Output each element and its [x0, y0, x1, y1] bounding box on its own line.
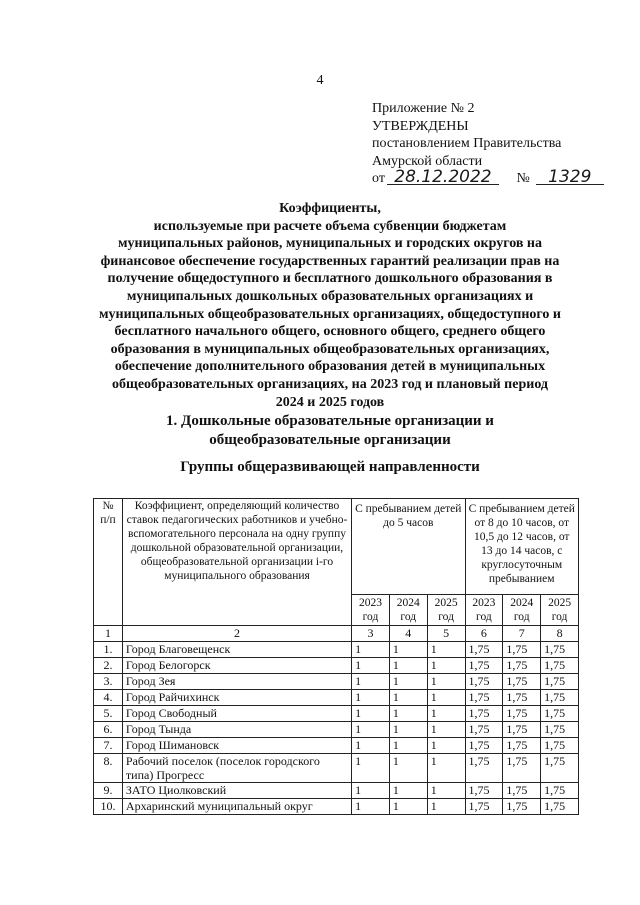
cell-value: 1,75	[541, 690, 579, 706]
header-year: 2025 год	[541, 595, 579, 626]
cell-value: 1	[389, 690, 427, 706]
cell-value: 1	[352, 722, 390, 738]
section-heading-line: общеобразовательные организации	[209, 432, 451, 448]
cell-value: 1,75	[503, 754, 541, 783]
row-number: 1.	[94, 642, 123, 658]
municipality-name: Город Шимановск	[122, 738, 351, 754]
cell-value: 1,75	[503, 783, 541, 799]
section-heading-line: 1. Дошкольные образовательные организации и	[166, 413, 494, 429]
header-year: 2024 год	[389, 595, 427, 626]
cell-value: 1,75	[541, 722, 579, 738]
cell-value: 1,75	[465, 706, 503, 722]
cell-value: 1	[389, 754, 427, 783]
header-year: 2023 год	[352, 595, 390, 626]
row-number: 2.	[94, 658, 123, 674]
cell-value: 1	[389, 706, 427, 722]
title-line: бесплатного начального общего, основного общего, среднего общего	[114, 324, 546, 340]
column-number: 3	[352, 626, 390, 642]
municipality-name: Город Райчихинск	[122, 690, 351, 706]
title-line: общеобразовательных организациях, на 2023 год и плановый период	[112, 376, 548, 392]
date-prefix: от	[372, 171, 385, 186]
cell-value: 1,75	[465, 658, 503, 674]
column-number: 2	[122, 626, 351, 642]
cell-value: 1,75	[541, 738, 579, 754]
number-prefix: №	[516, 171, 530, 186]
group-heading: Группы общеразвивающей направленности	[180, 459, 480, 475]
cell-value: 1	[352, 658, 390, 674]
cell-value: 1,75	[503, 738, 541, 754]
cell-value: 1	[427, 674, 465, 690]
cell-value: 1,75	[541, 799, 579, 815]
municipality-name: ЗАТО Циолковский	[122, 783, 351, 799]
cell-value: 1	[427, 783, 465, 799]
column-number: 8	[541, 626, 579, 642]
title-line: муниципальных общеобразовательных организациях, общедоступного и	[99, 306, 561, 322]
table-row	[94, 658, 579, 674]
table-row	[94, 706, 579, 722]
row-number: 7.	[94, 738, 123, 754]
cell-value: 1	[352, 690, 390, 706]
column-number: 1	[94, 626, 123, 642]
title-line: 2024 и 2025 годов	[275, 394, 385, 410]
cell-value: 1,75	[503, 722, 541, 738]
title-line: используемые при расчете объема субвенции бюджетам	[153, 218, 507, 234]
header-number: № п/п	[94, 499, 123, 626]
table-row	[94, 783, 579, 799]
cell-value: 1	[427, 642, 465, 658]
cell-value: 1	[352, 706, 390, 722]
cell-value: 1,75	[541, 658, 579, 674]
row-number: 5.	[94, 706, 123, 722]
cell-value: 1	[352, 783, 390, 799]
title-line: образования в муниципальных общеобразовательных организациях,	[110, 341, 550, 357]
page-number: 4	[316, 73, 324, 88]
header-group-long-stay: С пребыванием детей от 8 до 10 часов, от 10,5 до 12 часов, от 13 до 14 часов, с круглосуточным пребыванием	[465, 499, 579, 595]
cell-value: 1	[427, 722, 465, 738]
decree-date: 28.12.2022	[387, 170, 499, 185]
cell-value: 1,75	[465, 690, 503, 706]
cell-value: 1,75	[465, 754, 503, 783]
column-number: 4	[389, 626, 427, 642]
cell-value: 1	[352, 799, 390, 815]
approved-label: УТВЕРЖДЕНЫ	[372, 118, 469, 134]
cell-value: 1,75	[465, 783, 503, 799]
column-number: 5	[427, 626, 465, 642]
table-row	[94, 674, 579, 690]
cell-value: 1	[389, 783, 427, 799]
cell-value: 1,75	[503, 690, 541, 706]
document-title	[80, 200, 580, 411]
table-row	[94, 690, 579, 706]
cell-value: 1	[389, 722, 427, 738]
cell-value: 1,75	[503, 642, 541, 658]
cell-value: 1	[352, 738, 390, 754]
cell-value: 1,75	[541, 642, 579, 658]
cell-value: 1,75	[465, 642, 503, 658]
cell-value: 1,75	[541, 706, 579, 722]
municipality-name: Город Белогорск	[122, 658, 351, 674]
approved-by-label: постановлением Правительства	[372, 136, 562, 151]
decree-number: 1329	[536, 170, 604, 185]
table-row	[94, 754, 579, 783]
cell-value: 1	[352, 642, 390, 658]
table-row	[94, 642, 579, 658]
row-number: 3.	[94, 674, 123, 690]
cell-value: 1	[427, 706, 465, 722]
title-line: муниципальных районов, муниципальных и городских округов на	[118, 236, 542, 252]
approval-stamp-block	[372, 100, 612, 188]
header-coefficient: Коэффициент, определяющий количество ставок педагогических работников и учебно-вспомогательного персонала на одну группу дошкольной образовательной организации, общеобразовательной организации i-го муниципального образования	[122, 499, 351, 626]
municipality-name: Рабочий поселок (поселок городского типа) Прогресс	[122, 754, 351, 783]
header-year: 2025 год	[427, 595, 465, 626]
cell-value: 1,75	[503, 799, 541, 815]
region-label: Амурской области	[372, 153, 483, 169]
cell-value: 1	[427, 799, 465, 815]
cell-value: 1,75	[465, 738, 503, 754]
title-line: обеспечение дополнительного образования детей в муниципальных	[114, 359, 546, 375]
decree-date-number-line	[372, 167, 612, 188]
title-heading: Коэффициенты,	[279, 201, 381, 216]
cell-value: 1	[427, 690, 465, 706]
table-row	[94, 738, 579, 754]
table-row	[94, 799, 579, 815]
title-line: муниципальных дошкольных образовательных организациях и	[126, 288, 534, 304]
appendix-label: Приложение № 2	[372, 101, 475, 116]
header-year: 2023 год	[465, 595, 503, 626]
row-number: 10.	[94, 799, 123, 815]
column-numbers-row	[94, 626, 579, 642]
cell-value: 1	[352, 674, 390, 690]
cell-value: 1	[389, 799, 427, 815]
header-year: 2024 год	[503, 595, 541, 626]
title-line: финансовое обеспечение государственных гарантий реализации прав на	[100, 253, 560, 269]
row-number: 4.	[94, 690, 123, 706]
cell-value: 1	[427, 738, 465, 754]
cell-value: 1,75	[541, 754, 579, 783]
cell-value: 1,75	[503, 658, 541, 674]
coefficients-table	[93, 498, 579, 815]
cell-value: 1,75	[465, 722, 503, 738]
table-header-row	[94, 499, 579, 595]
cell-value: 1	[427, 754, 465, 783]
cell-value: 1,75	[503, 706, 541, 722]
cell-value: 1,75	[541, 674, 579, 690]
cell-value: 1	[389, 738, 427, 754]
row-number: 9.	[94, 783, 123, 799]
row-number: 6.	[94, 722, 123, 738]
cell-value: 1,75	[465, 674, 503, 690]
municipality-name: Архаринский муниципальный округ	[122, 799, 351, 815]
cell-value: 1	[389, 642, 427, 658]
row-number: 8.	[94, 754, 123, 783]
cell-value: 1,75	[465, 799, 503, 815]
cell-value: 1,75	[541, 783, 579, 799]
column-number: 6	[465, 626, 503, 642]
column-number: 7	[503, 626, 541, 642]
section-heading	[80, 412, 580, 450]
cell-value: 1,75	[503, 674, 541, 690]
municipality-name: Город Тында	[122, 722, 351, 738]
header-group-short-stay: С пребыванием детей до 5 часов	[352, 499, 465, 595]
municipality-name: Город Зея	[122, 674, 351, 690]
cell-value: 1	[389, 674, 427, 690]
municipality-name: Город Свободный	[122, 706, 351, 722]
title-line: получение общедоступного и бесплатного дошкольного образования в	[107, 271, 553, 287]
municipality-name: Город Благовещенск	[122, 642, 351, 658]
table-row	[94, 722, 579, 738]
cell-value: 1	[427, 658, 465, 674]
cell-value: 1	[389, 658, 427, 674]
cell-value: 1	[352, 754, 390, 783]
